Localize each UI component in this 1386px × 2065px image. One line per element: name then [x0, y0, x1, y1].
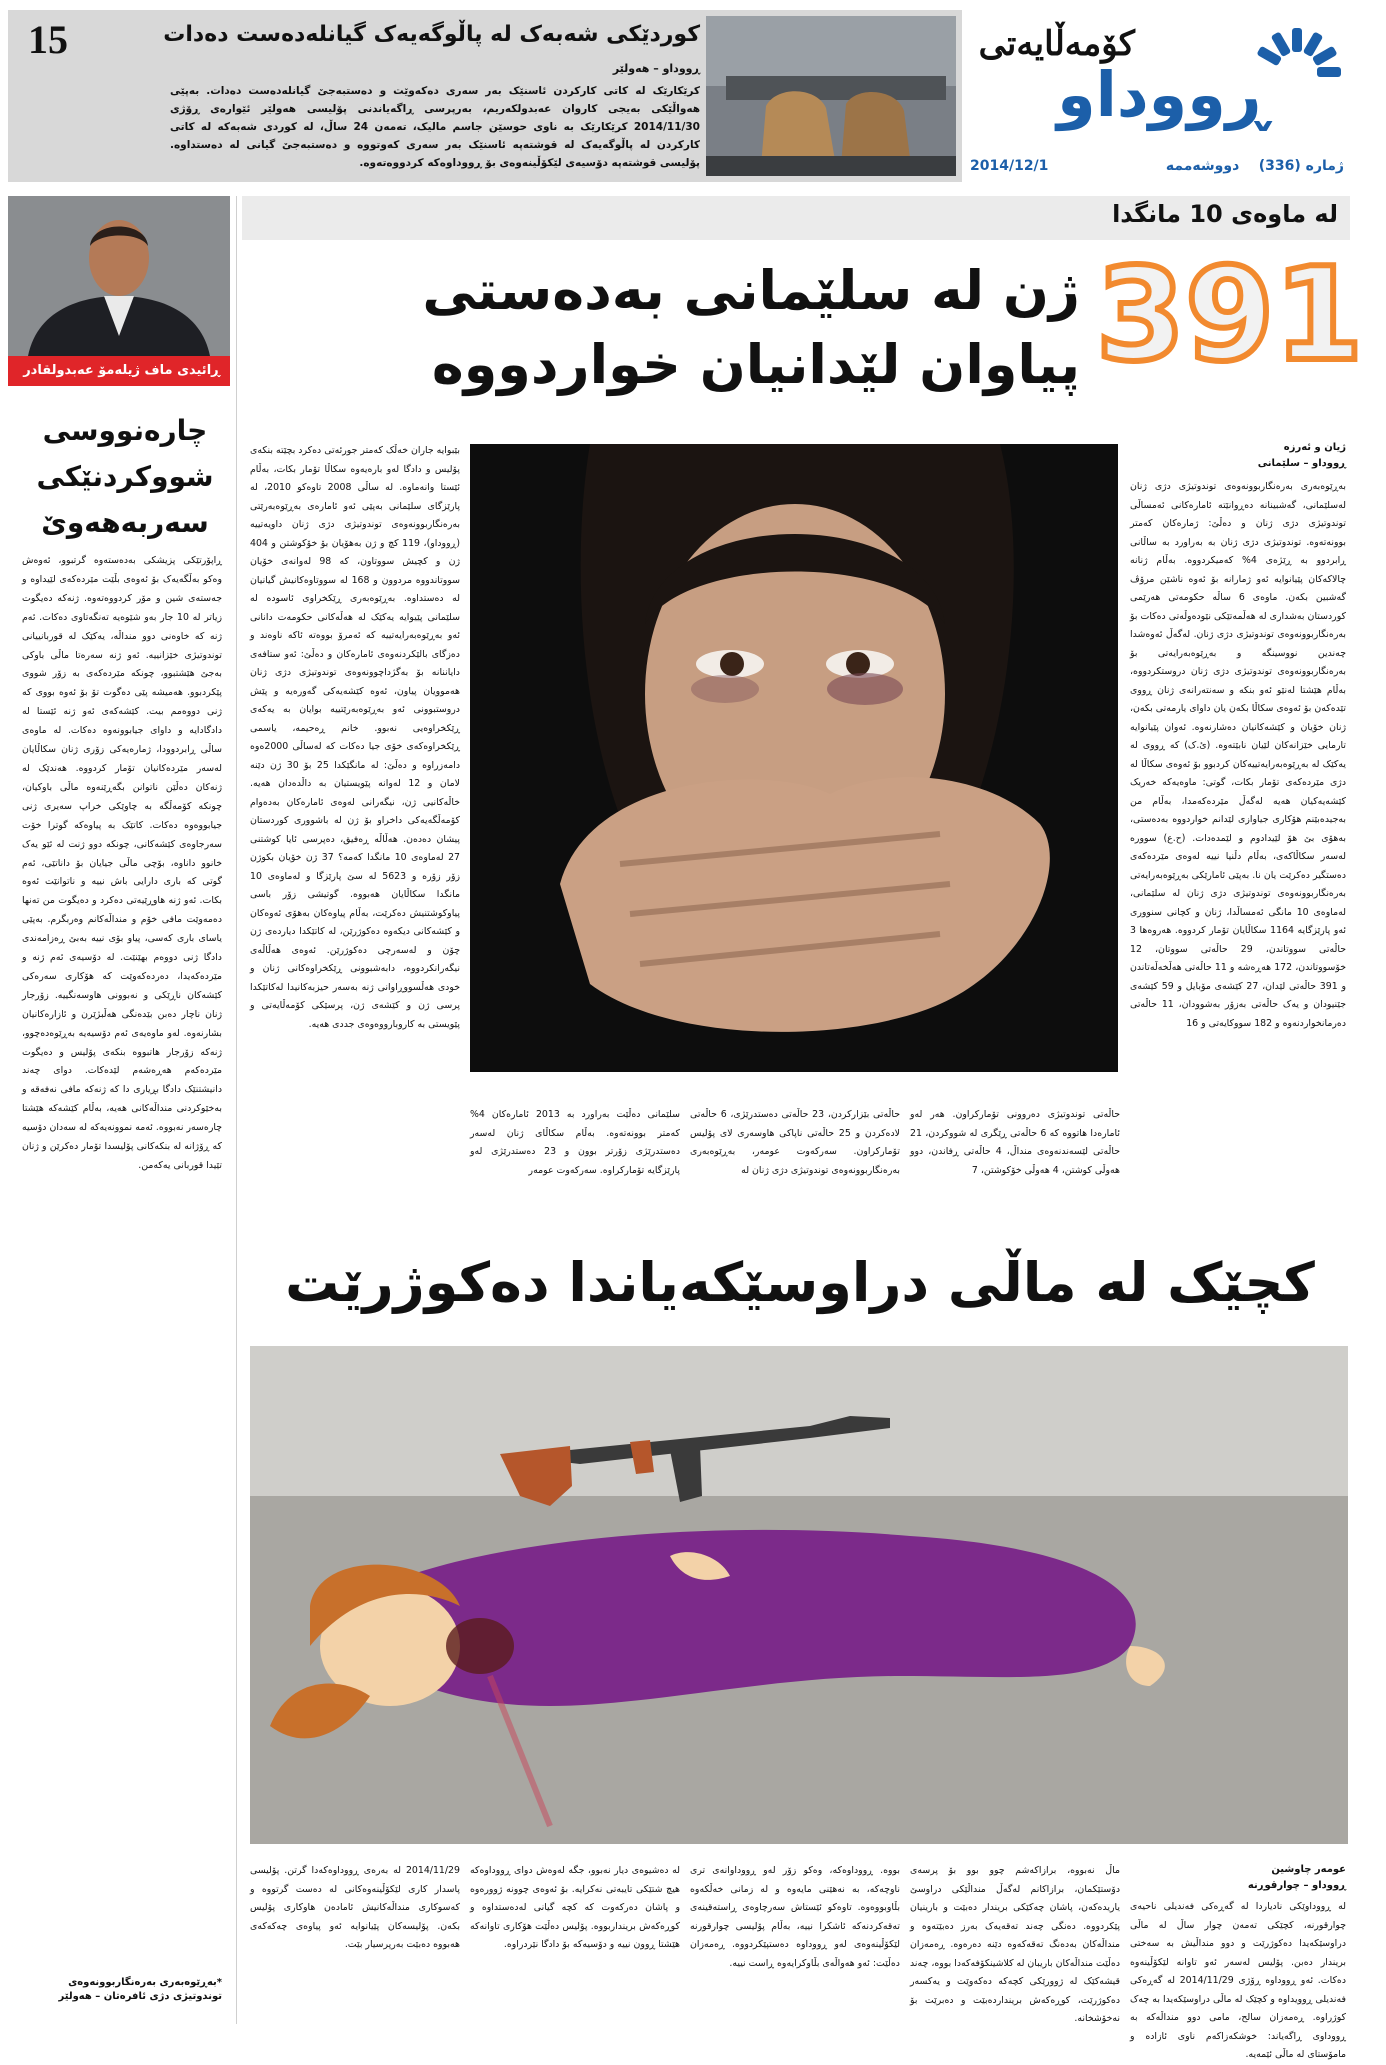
issue-weekday: دووشەممە: [1165, 158, 1240, 174]
columnist-name: ڕائیدی ماف ژیلەمۆ عەبدولقادر: [8, 356, 230, 386]
story-author: ژیان و ئەرزە ڕووداو – سلێمانی: [1257, 442, 1346, 469]
story2-column: ماڵ نەبووە، برازاکەشم چوو بوو بۆ پرسەی دۆستێکمان، برازاکانم لەگەڵ منداڵێکی دراوسێ یاریدەکەن، پاشان چەکێکی بریندار دەبێت و بارینیان پێکردووە. دەنگی چەند تەقەیەک بەرز دەبێتەوە و منداڵەکان بەدەنگ تەقەکەوە دێنە دەرەوە. ڕەمەزان دەڵێت منداڵەکان باریبان لە کلاشینکۆفەکەدا بووە، چەند قیشەکێک لە ژوورێکی کچەکە دەکەوێت و یەکسەر دەکوژرێت، کوڕەکەش برینداردەبێت و دەبرێت بۆ نەخۆشخانە.: [909, 1865, 1120, 2024]
teaser-photo-gloves: [706, 16, 956, 176]
story-column-right: بەڕێوەبەری بەرەنگاربوونەوەی توندوتیژی دژی ژنان لەسلێمانی، گەشبینانە دەڕوانێتە ئامارەکانی ئەمساڵی توندوتیژی دژی ژنان و دەڵێ: ژمارەکان کەمتر بوونەتەوە. توندوتیژی دژی ژنان بە بەراورد بە ساڵانی ڕابردوو بە ڕێژەی 4% کەمیکردووە. بەڵام ژنانە چالاکەکان پێیانوایە ئەو ژمارانە بۆ ئەوە ناشێن مرۆڤ گەشبین بکەن. ماوەی 6 ساڵە حکومەتی هەرێمی کوردستان بەشداری لە هەڵمەتێکی نێودەوڵەتی دەکات بۆ بەرەنگاربوونەوەی توندوتیژی دژی ژنان. لەگەڵ ئەوەشدا چەندین نووسینگە و بەڕێوەبەرایەتی بۆ بەرەنگاربوونەوەی توندوتیژی دژی ژنان دروستکردووە، بەڵام هێشتا لەنێو ئەو بنکە و سەنتەرانەی ژنان ڕووی تێدەکەن بۆ ئەوەی سکاڵا بکەن یان داوای یارمەتی بکەن، ژنان خۆیان و کێشەکانیان دەشارنەوە. ئەوان پێیانوایە تارمایی خێزانەکان لێیان نابێتەوە. (ئ.ک) کە ڕووی لە یەکێک لە بەڕێوەبەرایەتییەکان کردبوو بۆ ئەوەی سکاڵا لە دژی مێردەکەی تۆمار بکات، گوتی: ماوەیەکە خەریک کێشەیەکیان هەیە لەگەڵ مێردەکەمدا، بەڵام من بەجیدەبێنم هۆکاری جیاوازی لێدانم خواردووە بەدەستی، بەهۆی بێ هۆ لێیدادوم و لێمدەدات. (ح.ع) سوورە لەسەر سکاڵاکەی، بەڵام دڵنیا نییە لەوەی مێردەکەی دەستگیر دەکرێت یان نا. بەپێی ئامارێکی بەڕێوەبەرایەتی بەرەنگاربوونەوەی توندوتیژی دژی ژنان لە سلێمانی، لەماوەی 10 مانگی ئەمساڵدا، ژنان و کچانی سنووری ئەو پارێزگایە 1164 سکاڵایان تۆمار کردووە. هەروەها 3 حاڵەتی سووتاندن، 29 حاڵەتی سووتان، 12 خۆسووتاندن، 172 هەڕەشە و 11 حاڵەتی هەڵخەڵەتاندن و 391 حاڵەتی لێدان، 27 کێشەی مۆبایل و 59 کێشەی جێنیودان و یەک حاڵەتی بەزۆر بەشوودان، 11 حاڵەتی دەرمانخواردنەوە و 182 سووکایەتی و 16: [1130, 481, 1346, 1029]
story-kicker: لە ماوەی 10 مانگدا: [1112, 200, 1338, 228]
column-divider: [236, 196, 237, 2024]
story2-column: لە ڕووداوێکی نادیاردا لە گەڕەکی فەندیلی ناحیەی چوارقورنە، کچێکی تەمەن چوار ساڵ لە ماڵی دراوسێکەیدا دەکوژرێت و دوو منداڵیش بە سەختی بریندار دەبن. پۆلیس لەسەر ئەو تاوانە لێکۆڵینەوە دەکات. ئەو ڕووداوە ڕۆژی 2014/11/29 لە گەڕەکی فەندیلی ڕوویداوە و کچێک لە ماڵی دراوسێکەیدا بە چەک کوژراوە. ڕەمەزان سالح، مامی دوو منداڵەکە بە ڕووداوی ڕاگەیاند: خوشکەزاکەم ناوی ئازادە و مامۆستای لە ماڵی ئێمەیە.: [1130, 1901, 1347, 2060]
story-column-left: بێبوایە جاران خەڵک کەمتر جورئەتی دەکرد بچێتە بنکەی پۆلیس و دادگا لەو بارەیەوە سکاڵا تۆمار بکات، بەڵام ئێستا وانەماوە. لە ساڵی 2008 تاوەکو 2010، لە پارێزگای سلێمانی بەپێی ئەو ئامارەی بەڕێوەبەرێتی بەرەنگاربوونەوەی توندوتیژی دژی ژنان داویەتییە (ڕووداو)، 119 کچ و ژن بەهۆیان بۆ خۆکوشتن و 404 ژن و کچیش سووتاون، کە 98 لەوانەی خۆیان سووتاندووە مردوون و 168 لە سووتاوەکانیش گیانیان لە دەستداوە. بەڕێوەبەری ڕێکخراوی ئاسودە لە سلێمانی پێیوایە یەکێک لە هەڵەکانی حکومەت دانانی ئەو بەڕێوەبەرایەتییە کە ئەمرۆ بووەتە ئاکە ناوەند و دەزگای بالێکردنەوەی ئامارەکان و دەڵێ: ئەو ستافەی دایاننانە بۆ بەگژداچوونەوەی توندوتیژی دژی ژنان هەموویان پیاون، ئەوە کێشەیەکی گەورەیە و پێش دروستبوونی ئەو بەڕێوەبەرێتییە بوایان بە یەکەی ڕێکخراوەیی نەبوو. خانم ڕەحیمە، یاسمی ڕێکخراوەکەی خۆی جیا دەکات کە لەساڵی 2000ەوە دامەزراوە و دەڵێ: لە مانگێکدا 25 بۆ 30 ژن دێنە لامان و 12 لەوانە پێویستیان بە داڵدەدان هەیە. خاڵەکانیی ژن، نیگەرانی لەوەی ئامارەکان بەدەوام کۆمەڵگەیەکی داخراو بۆ ژن لە باشووری کوردستان پیشان دەدەن. هەڵاڵە ڕەفیق، دەپرسی ئایا کوشتنی 27 لەماوەی 10 مانگدا کەمە؟ 37 ژن خۆیان بکوژن زۆر زۆرە و 5623 لە سێ پارێزگا و لەماوەی 10 مانگدا سکاڵایان هەبووە. گوتیشی زۆر باسی پیاوکوشتنیش دەکرێت، بەڵام پیاوەکان بەهۆی ئەوەکان و کێشەکانی دیکەوە دەکوژرێن، لە کاتێکدا دیاردەی ژن چۆن و لەسەرچی دەکوژرێن. ئەوەی هەڵاڵەی نیگەرانکردووە، دابەشبوونی ڕێکخراوەکانی ژنان و خودی هەڵسووڕاوانی ژنە بەسەر حیزبەکانیدا لەکاتێکدا پرسی ژن و کێشەی ژن، پرسێکی کۆمەڵایەتی و پێویستی بە کاروبارووەوەی جددی هەیە.: [250, 445, 461, 1030]
issue-date: 2014/12/1: [970, 158, 1049, 174]
opinion-title-line: چارەنووسی: [42, 414, 208, 447]
opinion-footer: *بەڕێوەبەری بەرەنگاربوونەوەی توندوتیژی دژی ئافرەتان – هەولێر: [58, 1977, 222, 2002]
issue-info: [1064, 158, 1344, 174]
opinion-title-line: سەربەهەوێ: [41, 506, 209, 539]
columnist-photo: [8, 196, 230, 356]
issue-number: ژمارە (336): [1258, 158, 1344, 174]
story2-column: 2014/11/29 لە بەرەی ڕووداوەکەدا گرتن. پۆلیسی پاسدار کاری لێکۆڵینەوەکانی لە دەست گرتووە و کەسوکاری منداڵەکانیش ئامادەن هاوکاری پۆلیس بکەن. پۆلیسەکان پێیانوایە ئەو پیاوەی چەکەکەی هەبووە دەبێت بەرپرسیار بێت.: [250, 1865, 460, 1950]
story2-column: لە دەشیوەی دیار نەبوو، جگە لەوەش دوای ڕووداوەکە هیچ شتێکی تایبەتی نەکرایە. بۆ ئەوەی چوونە ژوورەوە و پاشان دەرکەوت کە کچە گیانی لەدەستداوە و کوڕەکەش برینداربووە. پۆلیس دەڵێت هۆکاری تاوانەکە هێشتا ڕوون نییە و دۆسیەکە بۆ دادگا نێردراوە.: [470, 1865, 680, 1950]
headline-number: 391: [1096, 241, 1364, 390]
page-number: 15: [8, 10, 88, 70]
story-lower-column: حاڵەتی بێزارکردن، 23 حاڵەتی دەستدرێژی، 6 حاڵەتی لادەکردن و 25 حاڵەتی ناپاکی هاوسەری لای پۆلیس تۆمارکراون. سەرکەوت عومەر، بەڕێوەبەری بەرەنگاربوونەوەی توندوتیژی دژی ژنان لە: [690, 1109, 900, 1176]
opinion-body: ڕاپۆرتێکی پزیشکی بەدەستەوە گرتبوو، ئەوەش وەکو بەڵگەیەک بۆ ئەوەی بڵێت مێردەکەی لێیداوە و جەستەی شین و مۆر کردووەتەوە. ژنەکە دەیگوت زیاتر لە 10 جار بەو شێوەیە تەنگەتاوی دەکات. ئەم ژنە کە خاوەنی دوو منداڵە، یەکێک لە قوربانییانی توندوتیژی خێزانییە. ئەو ژنە سەرەتا ماڵی باوکی بەجێ هێشتبوو، چونکە مێردەکەی بە زۆر شووی پێکردبوو. هەمیشە پێی دەگوت تۆ بۆ ئەوە بووی کە ژنی دووەمم بیت. کێشەکەی ئەو ژنە ئێستا لە دادگادایە و داوای جیابوونەوە دەکات. لە ماوەی ساڵی ڕابردوودا، ژمارەیەکی زۆری ژنان سکاڵایان لەسەر مێردەکانیان تۆمار کردووە. هەندێک لە ژنەکان دەڵێن ناتوانن بگەڕێنەوە ماڵی باوکیان، چونکە کۆمەڵگە بە چاوێکی خراپ سەیری ژنی جیابووەوە دەکات. کاتێک بە پیاوەکە گوترا خۆت سەرجاوەی کێشەکانی، چونکە دوو ژنت لە ئێو یەک خانوو داناوە، بۆچی ماڵی جیایان بۆ داناتێی، ئەم گوتی کە باری دارایی باش نییە و ناتوانێت ئەوە بکات. ئەو ژنە هاوڕێیەتی دەکرد و دەیگوت من تەنها دەمەوێت مافی خۆم و منداڵەکانم وەربگرم. بەپێی یاسای باری کەسی، پیاو بۆی نییە بەبێ ڕەزامەندی دادگا ژنی دووەم بهێنێت. لە دۆسیەی ئەم ژنە و مێردەکەیدا، دەردەکەوێت کە هۆکاری سەرەکی کێشەکان ناڕێکی و نەبوونی هاوسەنگییە. زۆرجار ژنان ناچار دەبن بێدەنگی هەڵبژێرن و ئازارەکانیان بشارنەوە. لەو ماوەیەی ئەم دۆسیەیە بەڕێوەدەچوو، ژنەکە زۆرجار هاتبووە بنکەی پۆلیس و دەیگوت مێردەکەم هەڕەشەم لێدەکات. دوای چەند دانیشتنێک دادگا بڕیاری دا کە ژنەکە مافی نەفەقە و بەخێوکردنی منداڵەکانی هەیە، بەڵام کێشەکە هێشتا چارەسەر نەبووە. ئەمە نموونەیەکە لە سەدان دۆسیە کە ڕۆژانە لە بنکەکانی پۆلیسدا تۆمار دەکرێن و ژنان تێیدا قوربانی یەکەمن.: [22, 555, 222, 1171]
teaser-headline[interactable]: کوردێکی شەبەک لە پاڵوگەیەک گیانلەدەست دەدات: [163, 22, 700, 47]
lead-photo-woman: [470, 444, 1118, 1072]
story-lower-column: حاڵەتی توندوتیژی دەروونی تۆمارکراون. هەر لەو ئامارەدا هاتووە کە 6 حاڵەتی ڕێگری لە شووکردن، 21 حاڵەتی لێسەندنەوەی منداڵ، 4 حاڵەتی ڕفاندن، دوو هەوڵی کوشتن، 4 هەوڵی خۆکوشتن، 7: [910, 1109, 1120, 1176]
teaser-text: کرێکارێک لە کاتی کارکردن ئاسنێک بەر سەری دەکەوێت و دەستبەجێ گیانلەدەست دەدات. بەپێی هەواڵێکی بەیجی کاروان عەبدولکەریم، بەرپرسی ڕاگەیاندنی پۆلیسی هەولێر ئێوارەی ڕۆژی 2014/11/30 کرێکارێک بە ناوی حوسێن جاسم مالیک، تەمەن 24 ساڵ، لە کوردی شەبەکە لە کاتی کارکردن لە پاڵوگەیەک لە قوشتەپە ئاسنێک بەر سەری کەوتووە و دەستبەجێ گیانی لە دەستداوە. پۆلیسی قوشتەپە دۆسیەی لێکۆڵینەوەی بۆ ڕووداوەکە کردووەتەوە.: [170, 85, 700, 169]
rudaw-logo[interactable]: ڕووداو: [1057, 58, 1268, 131]
story-headline[interactable]: ژن لە سلێمانی بەدەستی پیاوان لێدانیان خواردووە: [422, 259, 1080, 396]
story-lower-column: سلێمانی دەڵێت بەراورد بە 2013 ئامارەکان 4% کەمتر بوونەتەوە. بەڵام سکاڵای ژنان لەسەر دەستدرێژی زۆرتر بوون و 23 دەستدرێژی لەو پارێزگایە تۆمارکراوە. سەرکەوت عومەر: [470, 1109, 680, 1176]
story2-column: بووە. ڕووداوەکە، وەکو زۆر لەو ڕووداوانەی تری ناوچەکە، بە نەهێنی مایەوە و لە زمانی خەڵکەوە بڵاوبووەوە. تاوەکو ئێستاش سەرچاوەی ڕاستەقینەی تەقەکردنەکە ئاشکرا نییە، بەڵام پۆلیسی چوارقورنە لێکۆڵینەوەی لەو ڕووداوە دەستپێکردووە. ڕەمەزان دەڵێت: ئەو هەواڵەی بڵاوکرایەوە ڕاست نییە.: [690, 1865, 900, 1969]
section-name: کۆمەڵایەتی: [978, 26, 1135, 63]
opinion-title-line: شووکردنێکی: [36, 460, 214, 493]
story2-author: عومەر چاوشین ڕووداو – چوارقوڕنە: [1247, 1864, 1346, 1891]
page-header: [0, 0, 1386, 186]
story2-headline[interactable]: کچێک لە ماڵی دراوسێکەیاندا دەکوژرێت: [285, 1251, 1315, 1314]
crime-illustration: [250, 1346, 1348, 1844]
teaser-byline: ڕووداو – هەولێر: [612, 62, 700, 75]
logo-sun-icon: [1248, 24, 1344, 120]
opinion-title[interactable]: [30, 408, 220, 546]
